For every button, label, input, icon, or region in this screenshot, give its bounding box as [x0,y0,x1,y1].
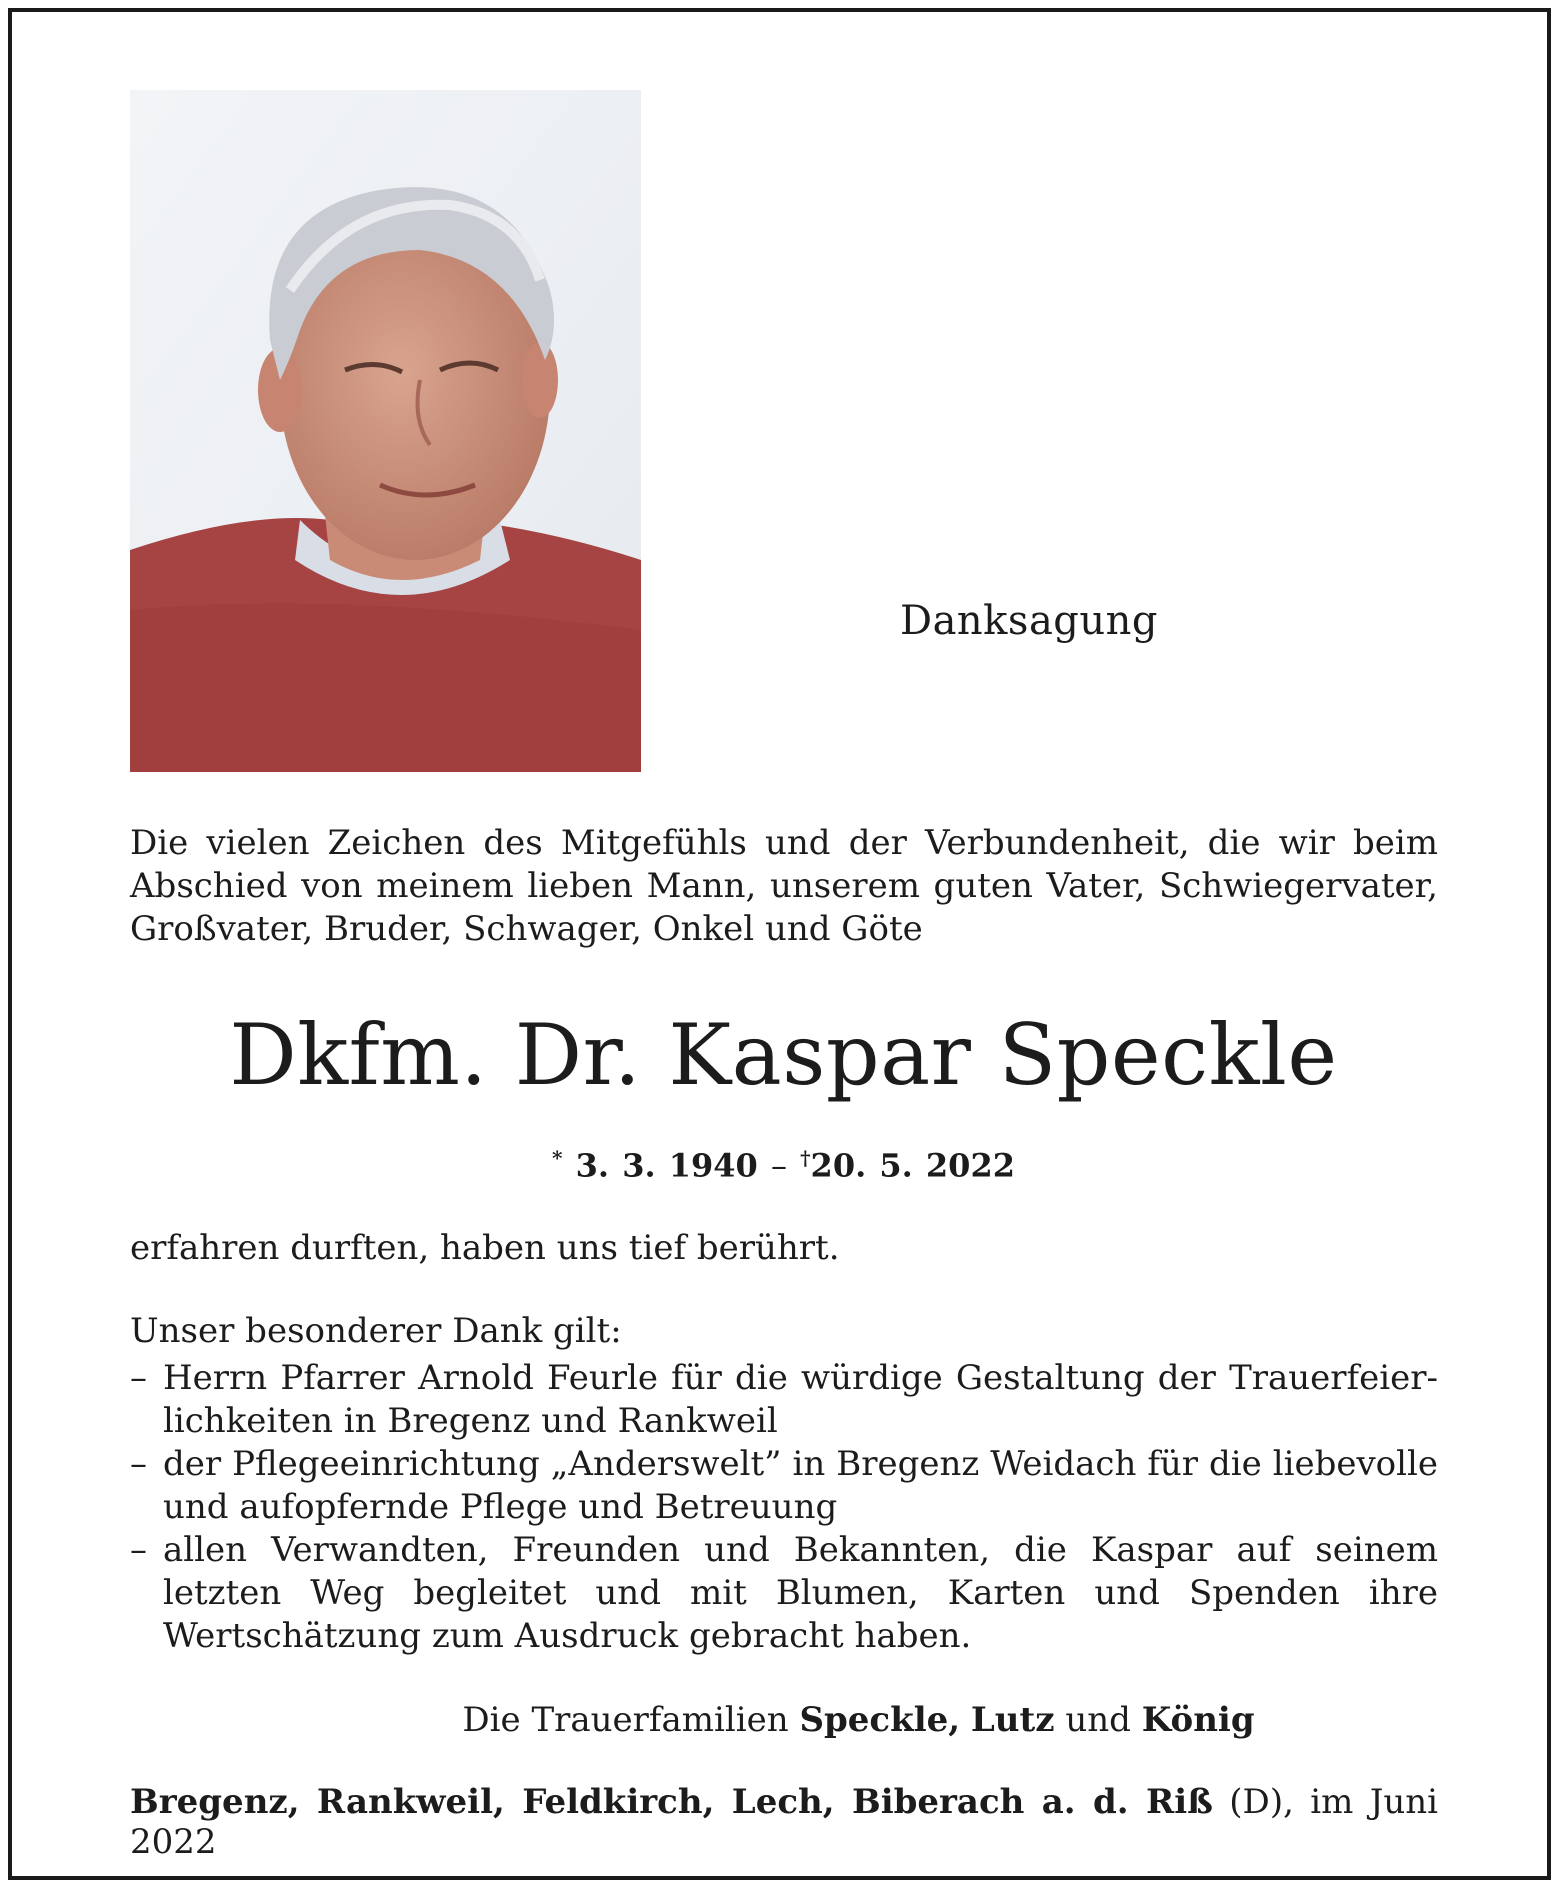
continuation-text: erfahren durften, haben uns tief berührt. [130,1228,840,1268]
list-item-text: der Pflegeeinrichtung „Anderswelt” in Bregenz Weidach für die liebevolle und aufopfernde Pflege und Betreuung [163,1444,1438,1527]
notice-date: im Juni 2022 [130,1782,1438,1862]
thanks-label: Unser besonderer Dank gilt: [130,1311,622,1351]
dash-bullet: – [130,1530,147,1570]
deceased-name: Dkfm. Dr. Kaspar Speckle [229,1006,1338,1104]
thanks-section [130,1310,1438,1658]
list-item [130,1529,1438,1658]
signature-line [0,1700,1567,1740]
signature-conjunction: und [1065,1700,1131,1740]
list-item [130,1357,1438,1443]
heading-danksagung: Danksagung [900,598,1159,644]
thanks-list [130,1357,1438,1658]
intro-line: Abschied von meinem lieben Mann, unserem guten Vater, Schwiegervater, [130,866,1438,906]
place-date-line [130,1782,1438,1862]
family-name: Lutz [970,1700,1055,1740]
intro-line: Großvater, Bruder, Schwager, Onkel und Göte [130,909,923,949]
list-item-text: allen Verwandten, Freunden und Bekannten, die Kaspar auf seinem letzten Weg begleitet und mit Blumen, Karten und Spenden ihre Wertschätzung zum Ausdruck gebracht haben. [163,1530,1438,1656]
intro-line: Die vielen Zeichen des Mitgefühls und der Verbundenheit, die wir beim [130,823,1438,863]
family-name: Speckle, [799,1700,961,1740]
places: Bregenz, Rankweil, Feldkirch, Lech, Biberach a. d. Riß [130,1782,1213,1822]
list-item-text: Herrn Pfarrer Arnold Feurle für die würdige Gestaltung der Trauerfeier-lichkeiten in Bregenz und Rankweil [163,1358,1438,1441]
country-code: (D), [1229,1782,1294,1822]
portrait-icon [130,90,641,772]
family-name: König [1141,1700,1255,1740]
intro-text [130,822,1438,951]
birth-date: 3. 3. 1940 [575,1146,758,1185]
list-item [130,1443,1438,1529]
signature-prefix: Die Trauerfamilien [462,1700,789,1740]
portrait-photo [130,90,641,772]
date-separator: – [770,1146,787,1185]
death-symbol: † [800,1146,811,1170]
life-dates [0,1146,1567,1185]
dash-bullet: – [130,1444,147,1484]
dash-bullet: – [130,1358,147,1398]
birth-symbol: * [552,1146,563,1170]
death-date: 20. 5. 2022 [810,1146,1015,1185]
